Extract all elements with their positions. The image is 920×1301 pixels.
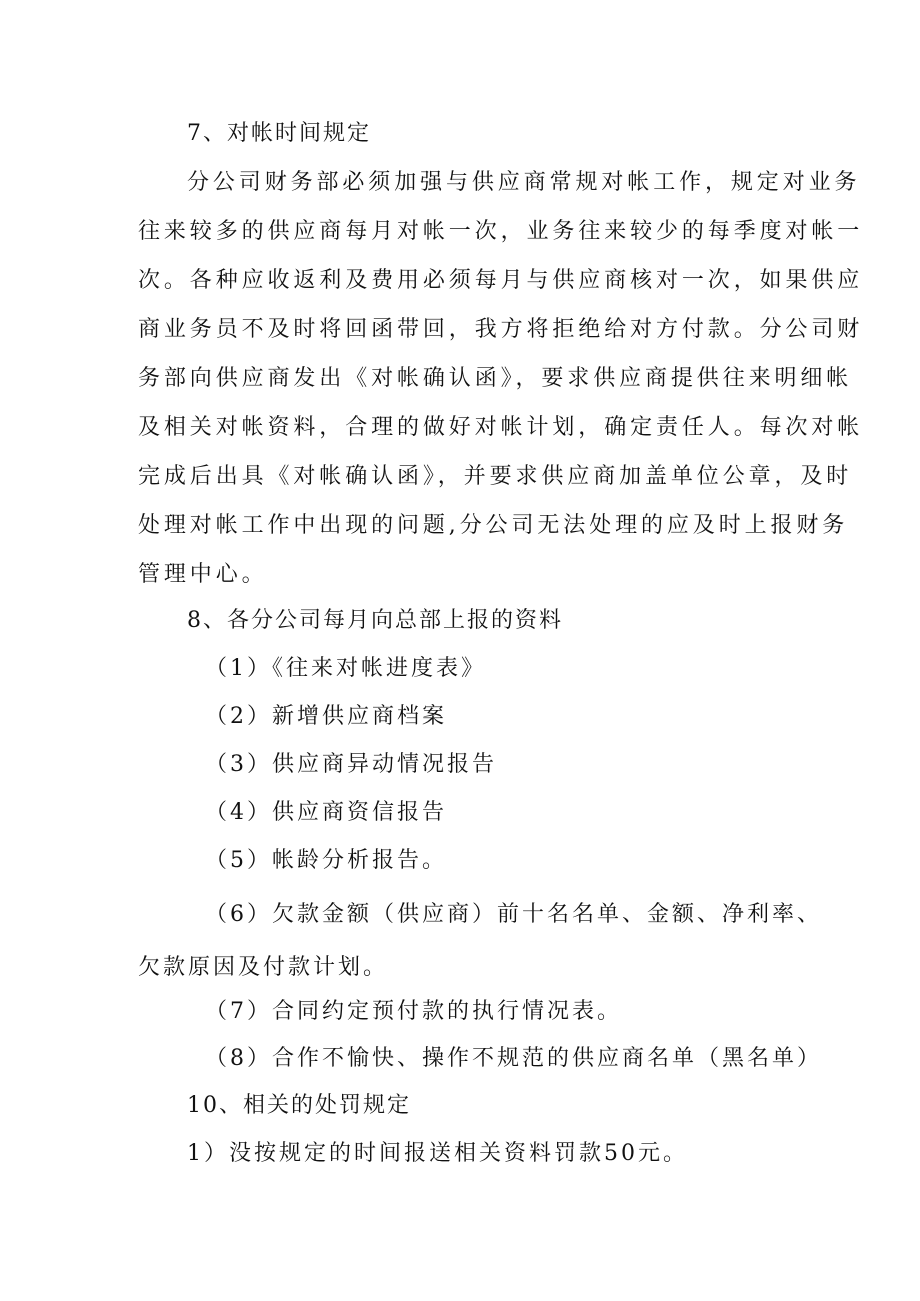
section-7-paragraph-line: 次。各种应收返利及费用必须每月与供应商核对一次，如果供应: [138, 268, 864, 293]
report-list-item: （7）合同约定预付款的执行情况表。: [205, 999, 622, 1024]
report-list-item-continuation: 欠款原因及付款计划。: [138, 955, 389, 980]
report-list-item: （5）帐龄分析报告。: [205, 848, 447, 873]
section-7-heading: 7、对帐时间规定: [187, 121, 371, 146]
report-list-item: （4）供应商资信报告: [205, 800, 447, 825]
report-list-item: （8）合作不愉快、操作不规范的供应商名单（黑名单）: [205, 1046, 822, 1071]
section-7-paragraph-line: 及相关对帐资料，合理的做好对帐计划，确定责任人。每次对帐: [138, 415, 864, 440]
section-7-paragraph-line: 商业务员不及时将回函带回，我方将拒绝给对方付款。分公司财: [138, 317, 864, 342]
report-list-item: （6）欠款金额（供应商）前十名名单、金额、净利率、: [205, 902, 822, 927]
report-list-item: （1）《往来对帐进度表》: [205, 656, 486, 681]
section-8-heading: 8、各分公司每月向总部上报的资料: [187, 608, 563, 633]
section-7-paragraph-line: 处理对帐工作中出现的问题,分公司无法处理的应及时上报财务: [138, 513, 849, 538]
section-7-paragraph-line: 完成后出具《对帐确认函》，并要求供应商加盖单位公章，及时: [138, 464, 853, 489]
penalty-list-item: 1）没按规定的时间报送相关资料罚款50元。: [187, 1141, 688, 1166]
report-list-item: （2）新增供应商档案: [205, 704, 447, 729]
section-7-paragraph-line: 管理中心。: [138, 562, 268, 587]
section-7-paragraph-line: 分公司财务部必须加强与供应商常规对帐工作，规定对业务: [187, 170, 861, 195]
section-7-paragraph-line: 务部向供应商发出《对帐确认函》，要求供应商提供往来明细帐: [138, 366, 853, 391]
section-7-paragraph-line: 往来较多的供应商每月对帐一次，业务往来较少的每季度对帐一: [138, 219, 864, 244]
report-list-item: （3）供应商异动情况报告: [205, 752, 497, 777]
section-10-heading: 10、相关的处罚规定: [187, 1093, 411, 1118]
